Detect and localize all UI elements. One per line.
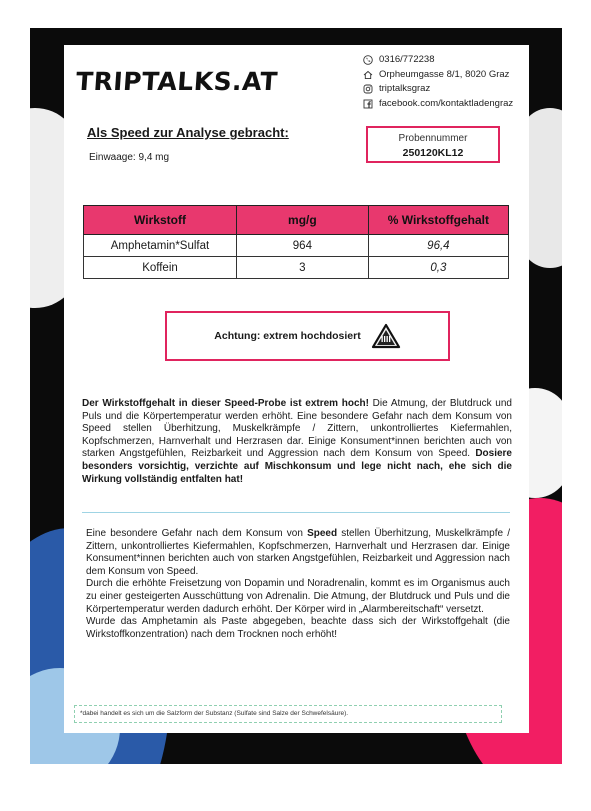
percent-cell: 96,4 — [368, 235, 508, 257]
warning-text: Achtung: extrem hochdosiert — [214, 330, 361, 342]
risk-description: Die Atmung, der Blutdruck und Puls und die Körpertemperatur werden erhöht. Eine besondere Gefahr nach dem Konsum von Speed stellen Überhitzung, Muskelkrämpfe / Zittern, unkontrolliertes Kiefermahlen, Kopfschmerzen, Harnverhalt und Herzrasen dar. Einige Konsument*innen berichten auch von starken Angstgefühlen, Reizbarkeit und Aggression nach dem Konsum von Speed. — [82, 398, 512, 460]
contact-phone: 0316/772238 — [362, 53, 513, 68]
warning-paragraph — [82, 398, 512, 486]
sample-number-box — [366, 126, 500, 163]
sample-weight: Einwaage: 9,4 mg — [89, 152, 170, 163]
facebook-icon — [362, 98, 373, 109]
column-header: mg/g — [237, 206, 369, 235]
contact-block — [362, 53, 513, 111]
percent-cell: 0,3 — [368, 257, 508, 279]
sample-number-label: Probennummer — [398, 133, 468, 144]
lead-sentence: Der Wirkstoffgehalt in dieser Speed-Probe ist extrem hoch! — [82, 398, 369, 409]
contact-instagram[interactable]: triptalksgraz — [362, 82, 513, 97]
contact-facebook[interactable]: facebook.com/kontaktladengraz — [362, 97, 513, 112]
sample-number-value: 250120KL12 — [402, 147, 464, 159]
report-sheet — [64, 45, 529, 733]
substance-cell: Amphetamin*Sulfat — [84, 235, 237, 257]
contact-address: Orpheumgasse 8/1, 8020 Graz — [362, 68, 513, 83]
warning-triangle-icon — [371, 323, 401, 349]
mg-per-g-cell: 964 — [237, 235, 369, 257]
phone-icon — [362, 55, 373, 66]
instagram-icon — [362, 84, 373, 95]
column-header: % Wirkstoffgehalt — [368, 206, 508, 235]
analysis-title: Als Speed zur Analyse gebracht: — [87, 125, 289, 140]
info-paragraph: Wurde das Amphetamin als Paste abgegeben, beachte dass sich der Wirkstoffgehalt (die Wirkstoffkonzentration) nach dem Trocknen noch erhöht! — [86, 616, 510, 640]
table-row — [84, 257, 509, 279]
safer-use-advice: Dosiere besonders vorsichtig, verzichte auf Mischkonsum und lege nicht nach, ehe sich die Wirkung vollständig entfalten hat! — [82, 448, 512, 485]
column-header: Wirkstoff — [84, 206, 237, 235]
info-paragraph: Eine besondere Gefahr nach dem Konsum von Speed stellen Überhitzung, Muskelkrämpfe / Zittern, unkontrolliertes Kiefermahlen, Kopfschmerzen, Harnverhalt und Herzrasen dar. Einige Konsument*innen berichten auch von starken Angstgefühlen, Reizbarkeit und Aggression nach dem Konsum von Speed. — [86, 528, 511, 577]
table-header-row — [84, 206, 509, 235]
home-icon — [362, 69, 373, 80]
footnote: *dabei handelt es sich um die Salzform der Substanz (Sulfate sind Salze der Schwefelsäure). — [74, 705, 502, 723]
divider — [82, 512, 510, 513]
mg-per-g-cell: 3 — [237, 257, 369, 279]
substance-cell: Koffein — [84, 257, 237, 279]
brand-logo: TRIPTALKS.AT — [74, 67, 279, 96]
warning-box — [165, 311, 450, 361]
table-row — [84, 235, 509, 257]
info-section — [86, 528, 510, 641]
info-paragraph: Durch die erhöhte Freisetzung von Dopamin und Noradrenalin, kommt es im Organismus auch zu einer gesteigerten Ausschüttung von Adrenalin. Die Atmung, der Blutdruck und Puls und die Körpertemperatur werden dadurch erhöht. Der Körper wird in „Alarmbereitschaft“ versetzt. — [86, 578, 510, 615]
results-table — [83, 205, 509, 279]
